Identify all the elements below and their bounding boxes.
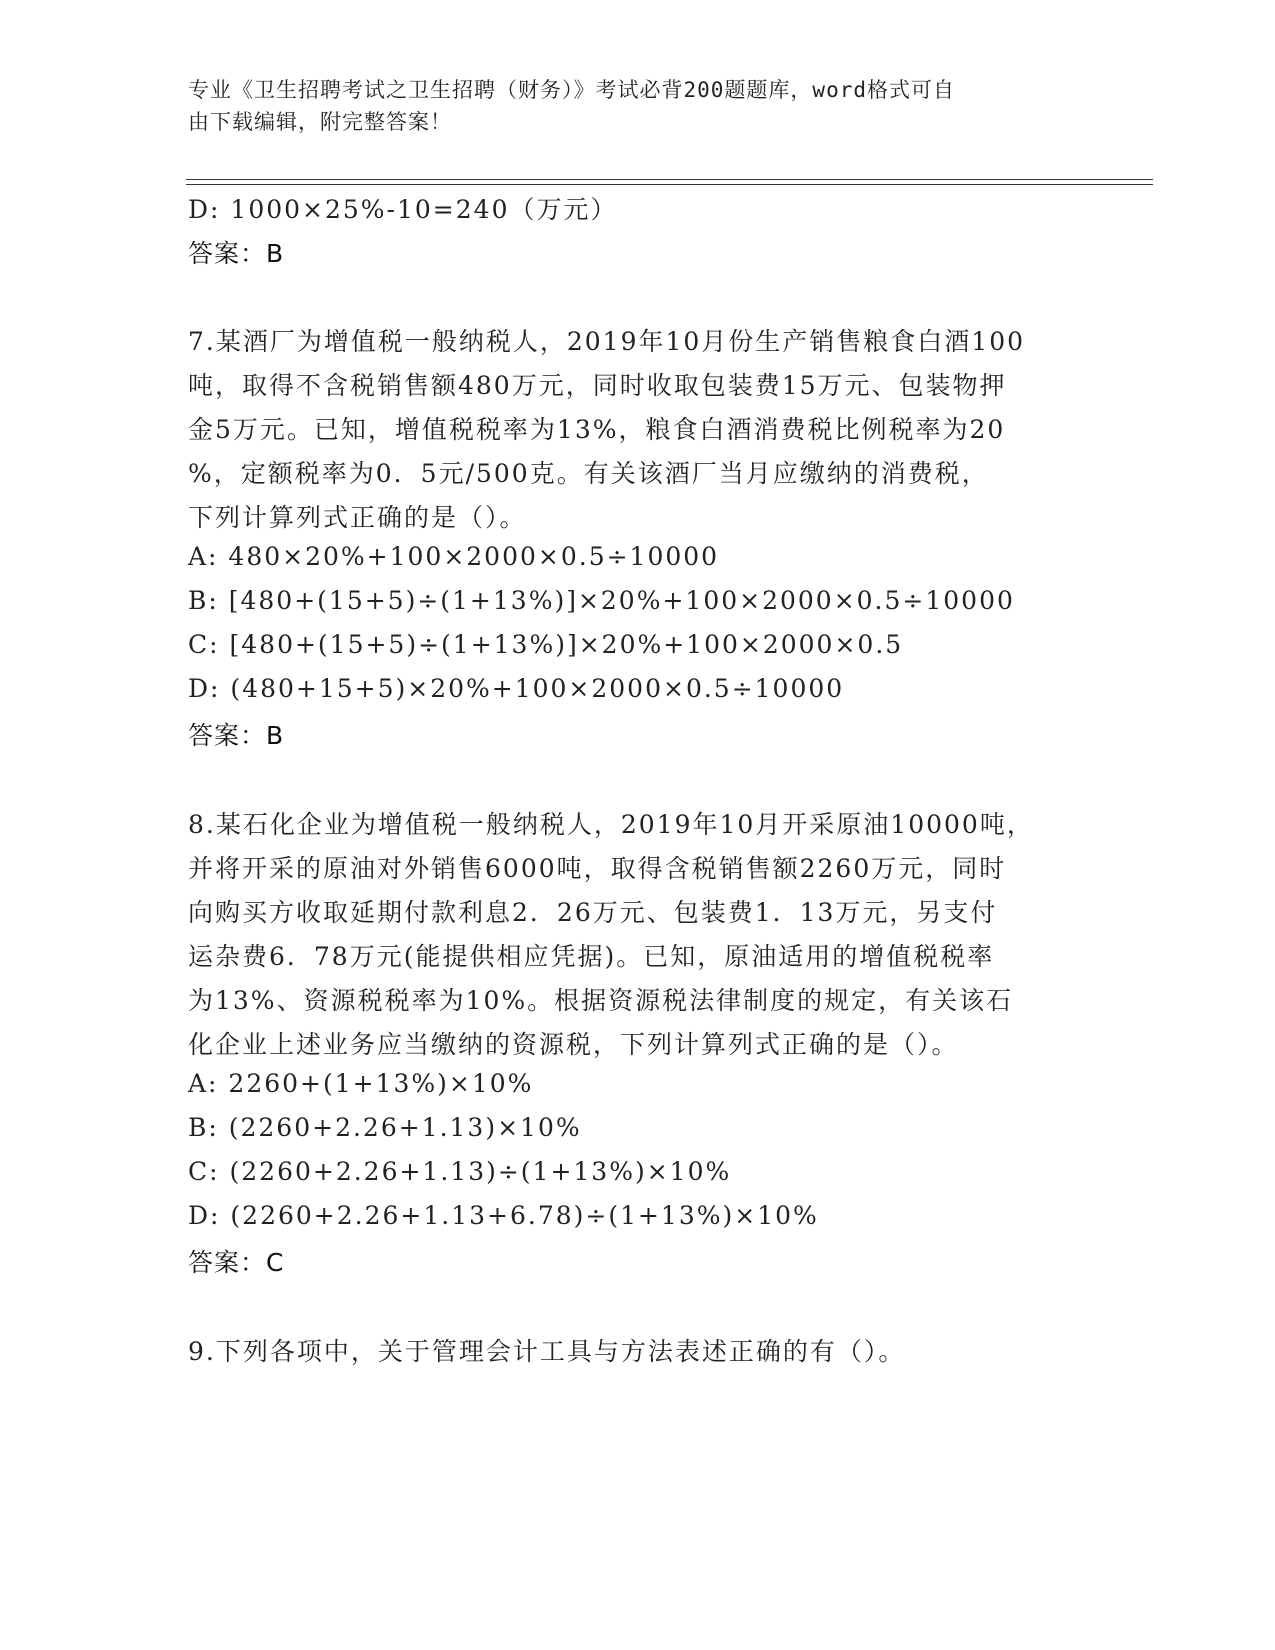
q7-option-d: D: (480+15+5)×20%+100×2000×0.5÷10000 [188, 674, 845, 703]
q8-option-c: C: (2260+2.26+1.13)÷(1+13%)×10% [188, 1157, 732, 1186]
header-line-1: 专业《卫生招聘考试之卫生招聘（财务）》考试必背200题题库，word格式可自 [188, 78, 955, 102]
header-rule-top [186, 179, 1153, 180]
q6-option-d: D: 1000×25%-10=240（万元） [188, 195, 618, 224]
q7-option-a: A: 480×20%+100×2000×0.5÷10000 [188, 542, 720, 571]
q8-stem-line-6: 化企业上述业务应当缴纳的资源税，下列计算列式正确的是（）。 [188, 1030, 959, 1059]
q9-stem: 9.下列各项中，关于管理会计工具与方法表述正确的有（）。 [188, 1337, 906, 1366]
q7-stem-line-4: %，定额税率为0．5元/500克。有关该酒厂当月应缴纳的消费税， [188, 459, 989, 488]
q7-option-b: B: [480+(15+5)÷(1+13%)]×20%+100×2000×0.5÷10000 [188, 586, 1015, 615]
q8-option-b: B: (2260+2.26+1.13)×10% [188, 1113, 582, 1142]
q7-stem-line-3: 金5万元。已知，增值税税率为13%，粮食白酒消费税比例税率为20 [188, 415, 1006, 444]
q7-answer: 答案：B [188, 721, 285, 750]
q8-stem-line-3: 向购买方收取延期付款利息2．26万元、包装费1．13万元，另支付 [188, 898, 998, 927]
q8-stem-line-1: 8.某石化企业为增值税一般纳税人，2019年10月开采原油10000吨， [188, 810, 1034, 839]
q8-stem-line-2: 并将开采的原油对外销售6000吨，取得含税销售额2260万元，同时 [188, 854, 1007, 883]
q7-stem-line-5: 下列计算列式正确的是（）。 [188, 503, 527, 532]
q7-option-c: C: [480+(15+5)÷(1+13%)]×20%+100×2000×0.5 [188, 630, 904, 659]
q6-answer: 答案：B [188, 239, 285, 268]
document-header [188, 74, 1068, 138]
q8-stem-line-5: 为13%、资源税税率为10%。根据资源税法律制度的规定，有关该石 [188, 986, 1014, 1015]
q7-stem-line-2: 吨，取得不含税销售额480万元，同时收取包装费15万元、包装物押 [188, 371, 1007, 400]
q7-stem-line-1: 7.某酒厂为增值税一般纳税人，2019年10月份生产销售粮食白酒100 [188, 327, 1026, 356]
header-rule-bottom [186, 184, 1153, 185]
header-line-2: 由下载编辑，附完整答案！ [188, 110, 452, 134]
q8-option-a: A: 2260+(1+13%)×10% [188, 1069, 534, 1098]
q8-option-d: D: (2260+2.26+1.13+6.78)÷(1+13%)×10% [188, 1201, 819, 1230]
q8-answer: 答案：C [188, 1248, 285, 1277]
q8-stem-line-4: 运杂费6．78万元(能提供相应凭据)。已知，原油适用的增值税税率 [188, 942, 995, 971]
